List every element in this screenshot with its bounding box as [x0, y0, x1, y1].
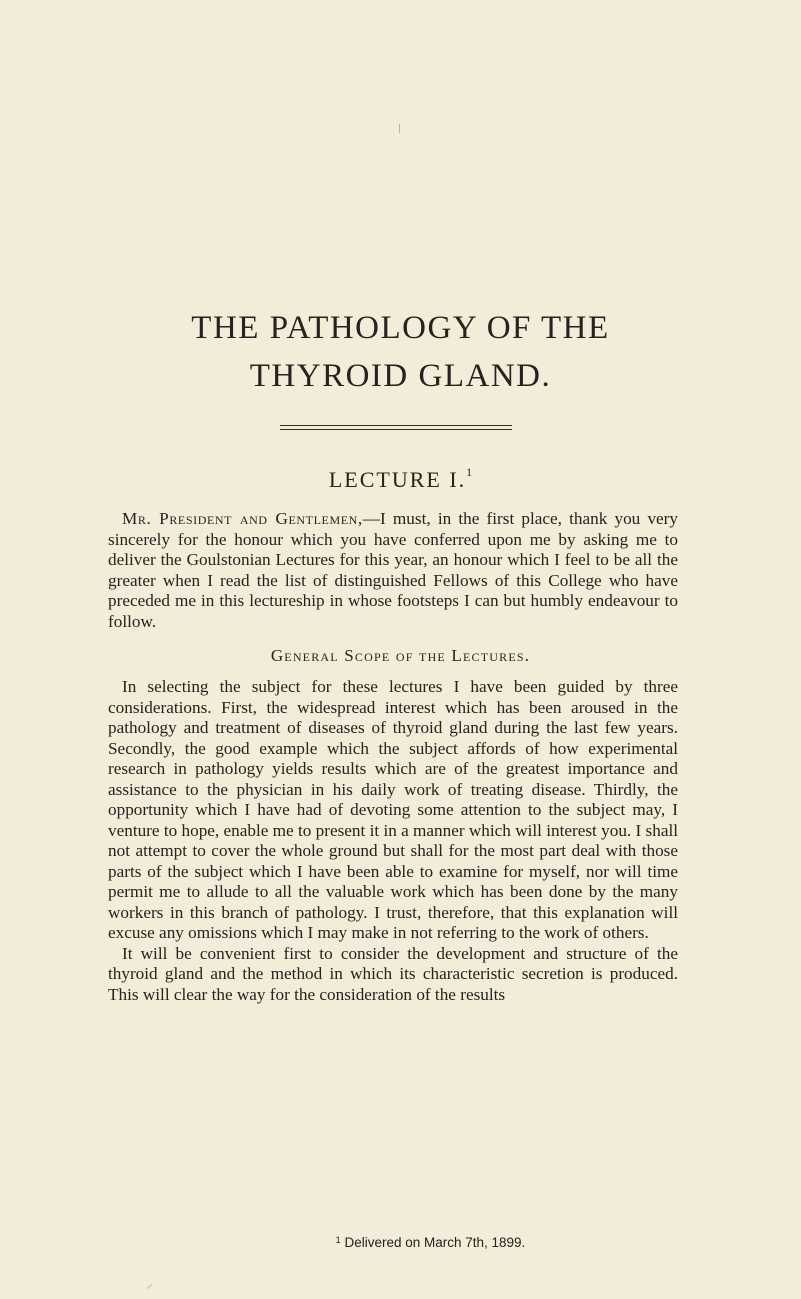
lecture-footnote-mark: 1	[466, 465, 473, 479]
footnote	[0, 1236, 801, 1250]
double-rule-lower	[280, 429, 512, 430]
body-text	[108, 677, 678, 1005]
footnote-text: Delivered on March 7th, 1899.	[344, 1235, 526, 1250]
page-mark-bottom	[146, 1284, 152, 1289]
page-mark-top	[399, 124, 400, 133]
page-title-line-1: THE PATHOLOGY OF THE	[191, 310, 610, 346]
footnote-mark: 1	[335, 1235, 341, 1245]
lecture-heading	[0, 465, 801, 492]
paragraph-development: It will be convenient first to consider the development and structure of the thyroid gland and the method in which its characteristic secretion is produced. This will clear the way for the consideration of the results	[108, 943, 678, 1004]
opening-paragraph	[108, 509, 678, 632]
salutation: Mr. President and Gentlemen,	[122, 509, 363, 528]
lecture-heading-text: LECTURE I.	[328, 467, 467, 492]
double-rule-upper	[280, 425, 512, 426]
opening-body: —I must, in the first place, thank you very sincerely for the honour which you have conferred upon me by asking me to deliver the Goulstonian Lectures for this year, an honour which I feel to be all the greater when I read the list of distinguished Fellows of this College who have preceded me in this lectureship in whose footsteps I can but humbly endeavour to follow.	[108, 509, 678, 631]
opening-paragraph-text	[108, 509, 678, 632]
page-title-line-2: THYROID GLAND.	[249, 358, 552, 394]
section-heading: General Scope of the Lectures.	[270, 646, 531, 665]
paragraph-scope: In selecting the subject for these lectures I have been guided by three considerations. First, the widespread interest which has been aroused in the pathology and treatment of diseases of thyroid gland during the last few years. Secondly, the good example which the subject affords of how experimental research in pathology yields results which are of the greatest importance and assistance to the physician in his daily work of treating disease. Thirdly, the opportunity which I have had of devoting some attention to the subject may, I venture to hope, enable me to present it in a manner which will interest you. I shall not attempt to cover the whole ground but shall for the most part deal with those parts of the subject which I have been able to examine for myself, nor will time permit me to allude to all the valuable work which has been done by the many workers in this branch of pathology. I trust, therefore, that this explanation will excuse any omissions which I may make in not referring to the work of others.	[108, 677, 678, 942]
